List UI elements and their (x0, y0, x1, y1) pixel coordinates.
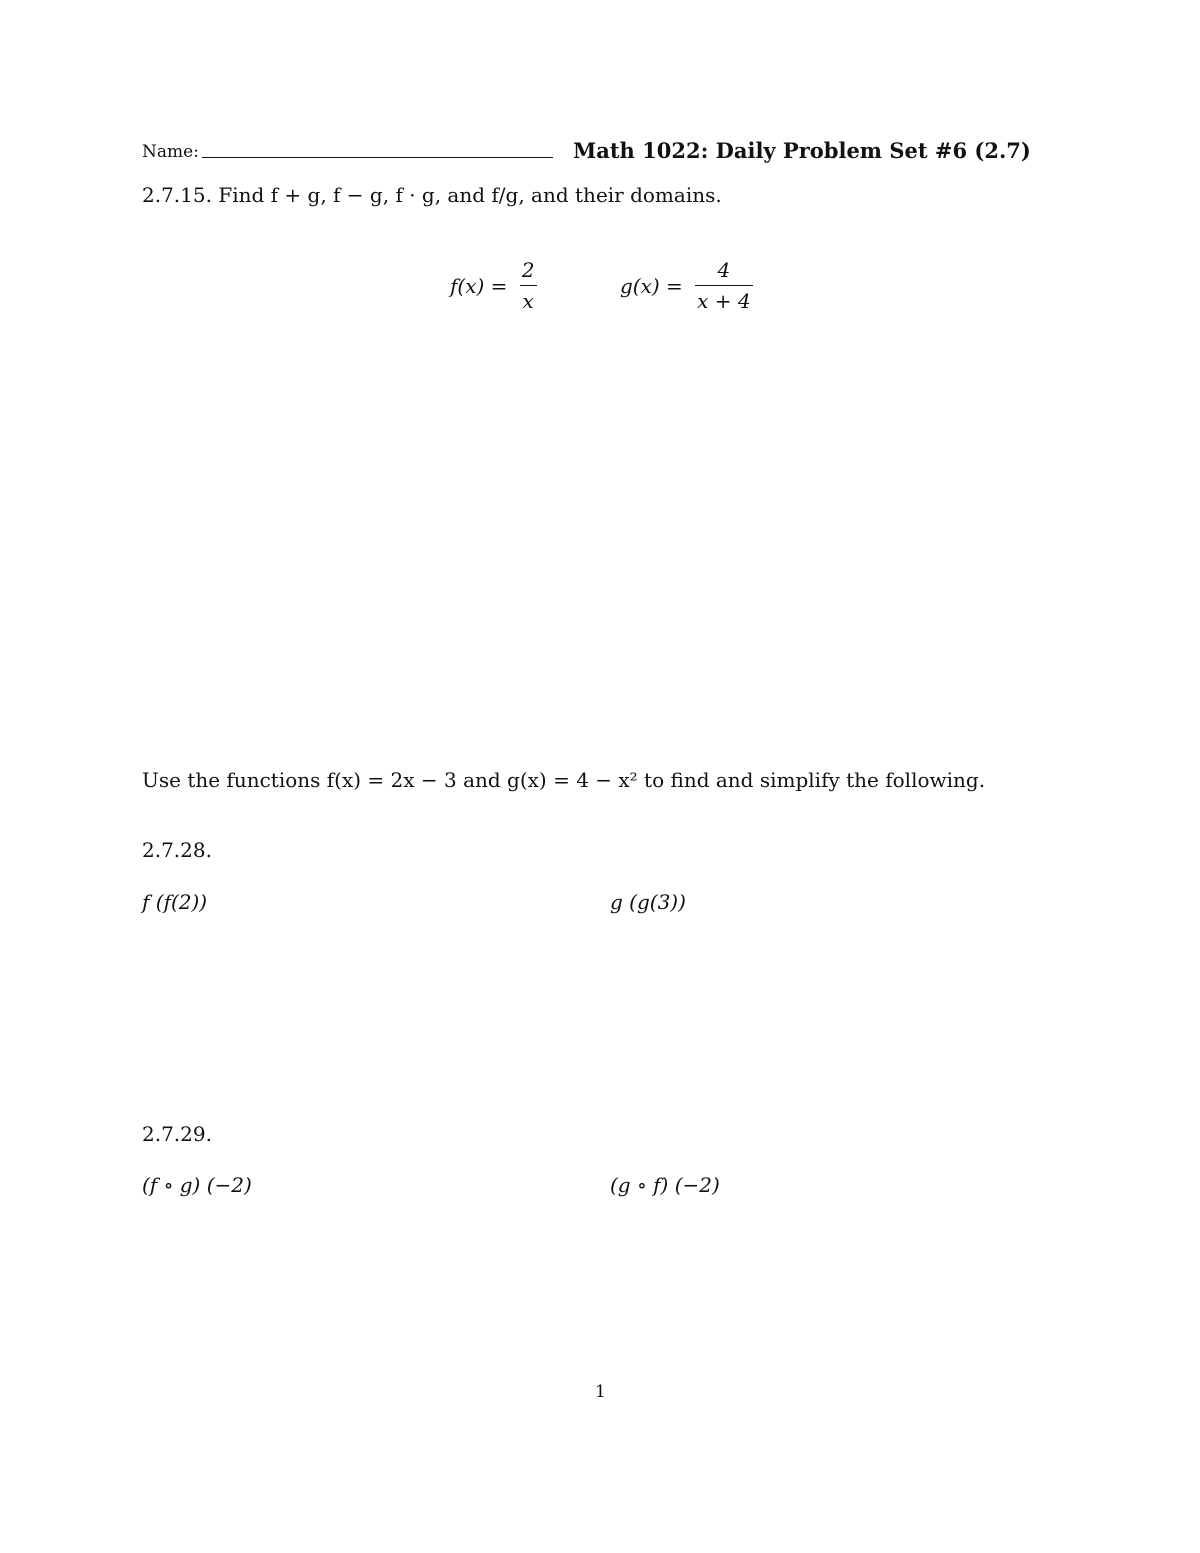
problem-29-left: (f ∘ g) (−2) (142, 1173, 252, 1197)
problem-28-right: g (g(3)) (610, 890, 686, 914)
g-numerator: 4 (717, 258, 731, 282)
problem-28-number: 2.7.28. (142, 838, 212, 862)
f-fraction (520, 258, 537, 313)
functions-intro: Use the functions f(x) = 2x − 3 and g(x) = 4 − x² to find and simplify the following. (142, 768, 986, 792)
name-blank-line[interactable] (202, 157, 553, 158)
f-denominator: x (520, 285, 537, 313)
f-numerator: 2 (521, 258, 535, 282)
f-definition (450, 258, 537, 313)
g-definition (620, 258, 753, 313)
name-label: Name: (142, 142, 199, 162)
problem-29-right: (g ∘ f) (−2) (610, 1173, 720, 1197)
g-label: g(x) = (620, 273, 683, 298)
g-fraction (695, 258, 752, 313)
page-title: Math 1022: Daily Problem Set #6 (2.7) (573, 138, 1031, 163)
page-number: 1 (595, 1382, 606, 1402)
problem-15-number: 2.7.15. (142, 183, 212, 207)
f-label: f(x) = (450, 273, 508, 298)
problem-29-number: 2.7.29. (142, 1122, 212, 1146)
problem-15-prompt: Find f + g, f − g, f · g, and f/g, and their domains. (218, 183, 722, 207)
problem-28-left: f (f(2)) (142, 890, 208, 914)
problem-15-statement (142, 183, 722, 207)
g-denominator: x + 4 (695, 285, 752, 313)
